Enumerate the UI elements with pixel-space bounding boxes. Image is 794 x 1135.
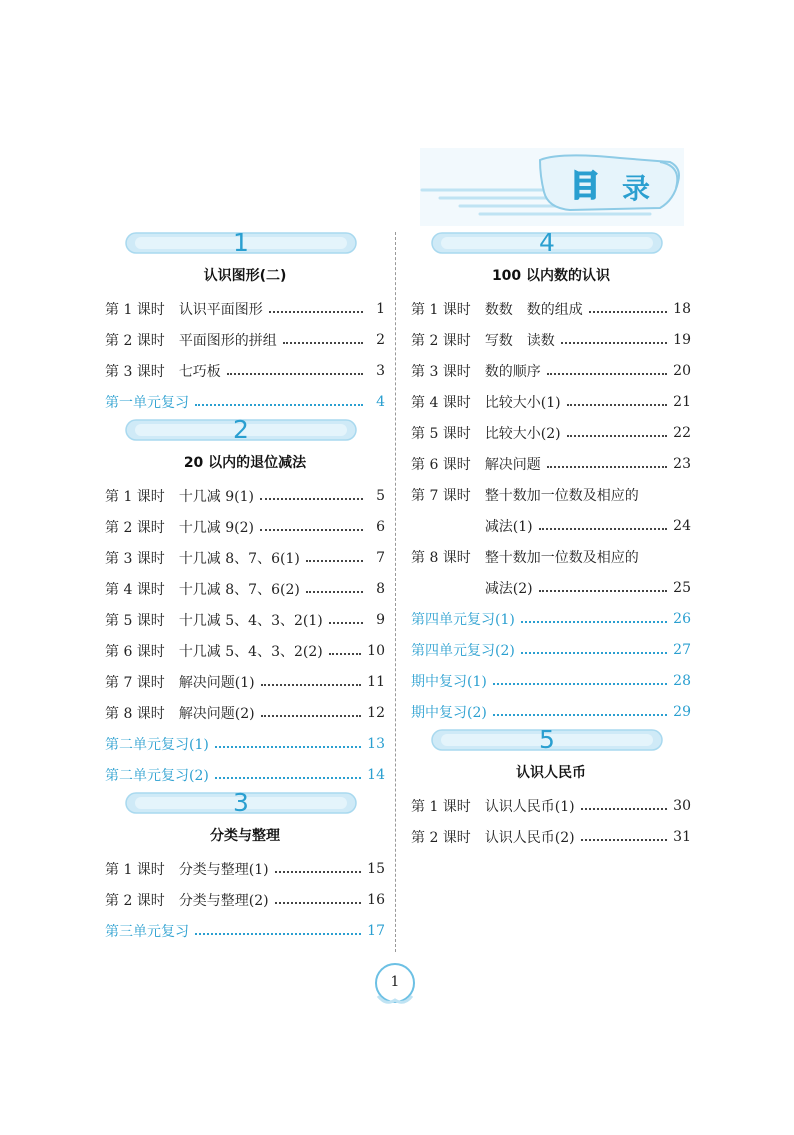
lesson-entry[interactable]	[411, 572, 691, 603]
lesson-entry[interactable]	[411, 510, 691, 541]
page-ref: 10	[367, 642, 385, 659]
lesson-label: 第 6 课时	[105, 643, 165, 660]
lesson-label: 第 7 课时	[411, 487, 471, 504]
page-ref: 24	[673, 517, 691, 534]
page-ref: 2	[376, 331, 385, 348]
toc-right-column	[411, 230, 691, 852]
topic-title: 第一单元复习	[105, 394, 189, 411]
topic-title: 减法(2)	[484, 580, 533, 597]
lesson-entry[interactable]	[105, 480, 385, 511]
unit-section	[411, 727, 691, 852]
page-ref: 1	[376, 300, 385, 317]
dot-leader	[269, 311, 363, 313]
scroll-banner-graphic	[420, 148, 684, 226]
topic-title: 减法(1)	[484, 518, 533, 535]
lesson-label: 第 7 课时	[105, 674, 165, 691]
dot-leader	[283, 342, 363, 344]
lesson-label: 第 5 课时	[411, 425, 471, 442]
page-ref: 5	[376, 487, 385, 504]
dot-leader	[547, 373, 667, 375]
topic-title: 认识人民币(2)	[484, 829, 575, 846]
topic-title: 十几减 5、4、3、2(2)	[178, 643, 323, 660]
toc-title-banner	[420, 148, 684, 226]
lesson-entry[interactable]	[105, 542, 385, 573]
page-ref: 3	[376, 362, 385, 379]
lesson-entry[interactable]	[105, 355, 385, 386]
toc-left-column	[105, 230, 385, 946]
page-ref: 27	[673, 641, 691, 658]
lesson-entry[interactable]	[411, 821, 691, 852]
title-char-lu: 录	[622, 172, 651, 205]
unit-section	[411, 230, 691, 727]
unit-section	[105, 230, 385, 417]
lesson-label: 第 1 课时	[411, 301, 471, 318]
review-entry[interactable]	[105, 728, 385, 759]
unit-title: 认识图形(二)	[203, 268, 287, 284]
topic-title: 期中复习(1)	[411, 673, 487, 690]
review-entry[interactable]	[105, 386, 385, 417]
topic-title: 十几减 9(2)	[178, 519, 255, 536]
unit-title: 认识人民币	[516, 765, 586, 781]
lesson-label: 第 3 课时	[105, 550, 165, 567]
page-ref: 11	[367, 673, 385, 690]
lesson-entry[interactable]	[411, 417, 691, 448]
topic-title: 第二单元复习(2)	[105, 767, 209, 784]
topic-title: 认识平面图形	[178, 301, 263, 318]
lesson-label: 第 3 课时	[105, 363, 165, 380]
lesson-entry[interactable]	[411, 386, 691, 417]
title-char-mu: 目	[570, 169, 600, 204]
lesson-label: 第 2 课时	[411, 829, 471, 846]
lesson-label: 第 1 课时	[105, 861, 165, 878]
page-ref: 4	[376, 393, 385, 410]
dot-leader	[260, 529, 363, 531]
dot-leader	[521, 621, 667, 623]
page-ref: 16	[367, 891, 385, 908]
column-divider	[395, 232, 396, 952]
unit-section	[105, 417, 385, 790]
review-entry[interactable]	[411, 696, 691, 727]
unit-number-banner	[431, 727, 663, 753]
lesson-entry[interactable]	[105, 666, 385, 697]
page-ref: 30	[673, 797, 691, 814]
lesson-label: 第 5 课时	[105, 612, 165, 629]
lesson-entry[interactable]	[105, 604, 385, 635]
page-ref: 28	[673, 672, 691, 689]
page-ref: 6	[376, 518, 385, 535]
dot-leader	[261, 684, 362, 686]
dot-leader	[275, 871, 362, 873]
topic-title: 十几减 8、7、6(2)	[178, 581, 300, 598]
page-number-badge	[372, 962, 418, 1008]
unit-number: 3	[233, 788, 249, 817]
lesson-label: 第 1 课时	[105, 488, 165, 505]
lesson-label: 第 4 课时	[411, 394, 471, 411]
lesson-label: 第 2 课时	[105, 892, 165, 909]
topic-title: 数的顺序	[484, 363, 541, 380]
page-ref: 14	[367, 766, 385, 783]
unit-number: 5	[539, 725, 555, 754]
topic-title: 解决问题(1)	[178, 674, 255, 691]
dot-leader	[493, 683, 667, 685]
review-entry[interactable]	[105, 915, 385, 946]
dot-leader	[581, 839, 668, 841]
dot-leader	[521, 652, 667, 654]
dot-leader	[567, 435, 668, 437]
dot-leader	[306, 591, 363, 593]
dot-leader	[329, 622, 363, 624]
lesson-label: 第 1 课时	[411, 798, 471, 815]
page-ref: 22	[673, 424, 691, 441]
topic-title: 分类与整理(1)	[178, 861, 269, 878]
dot-leader	[561, 342, 667, 344]
lesson-entry[interactable]	[105, 853, 385, 884]
dot-leader	[215, 746, 361, 748]
review-entry[interactable]	[105, 759, 385, 790]
page-ref: 17	[367, 922, 385, 939]
lesson-entry[interactable]	[105, 293, 385, 324]
unit-title: 分类与整理	[210, 828, 280, 844]
dot-leader	[260, 498, 363, 500]
unit-number: 1	[233, 228, 249, 257]
lesson-entry[interactable]	[411, 541, 691, 572]
topic-title: 比较大小(1)	[484, 394, 561, 411]
lesson-label: 第 4 课时	[105, 581, 165, 598]
lesson-label: 第 8 课时	[411, 549, 471, 566]
topic-title: 整十数加一位数及相应的	[484, 487, 639, 504]
lesson-entry[interactable]	[411, 293, 691, 324]
dot-leader	[539, 590, 668, 592]
topic-title: 整十数加一位数及相应的	[484, 549, 639, 566]
topic-title: 解决问题	[484, 456, 541, 473]
topic-title: 分类与整理(2)	[178, 892, 269, 909]
dot-leader	[329, 653, 361, 655]
page-ref: 8	[376, 580, 385, 597]
lesson-label: 第 3 课时	[411, 363, 471, 380]
lesson-label: 第 6 课时	[411, 456, 471, 473]
page-ref: 31	[673, 828, 691, 845]
lesson-label: 第 1 课时	[105, 301, 165, 318]
dot-leader	[275, 902, 362, 904]
page-ref: 21	[673, 393, 691, 410]
lesson-entry[interactable]	[105, 324, 385, 355]
dot-leader	[567, 404, 668, 406]
lesson-label: 第 2 课时	[411, 332, 471, 349]
dot-leader	[195, 404, 363, 406]
page-ref: 26	[673, 610, 691, 627]
topic-title: 第四单元复习(1)	[411, 611, 515, 628]
dot-leader	[261, 715, 362, 717]
unit-section	[105, 790, 385, 946]
unit-title: 20 以内的退位减法	[183, 455, 307, 471]
topic-title: 第二单元复习(1)	[105, 736, 209, 753]
unit-number: 4	[539, 228, 555, 257]
topic-title: 十几减 8、7、6(1)	[178, 550, 300, 567]
topic-title: 数数 数的组成	[484, 301, 583, 318]
lesson-entry[interactable]	[105, 635, 385, 666]
page-ref: 29	[673, 703, 691, 720]
page-ref: 15	[367, 860, 385, 877]
topic-title: 十几减 9(1)	[178, 488, 255, 505]
lesson-entry[interactable]	[411, 355, 691, 386]
topic-title: 比较大小(2)	[484, 425, 561, 442]
lesson-entry[interactable]	[411, 324, 691, 355]
review-entry[interactable]	[411, 665, 691, 696]
topic-title: 写数 读数	[484, 332, 555, 349]
lesson-entry[interactable]	[105, 884, 385, 915]
unit-title: 100 以内数的认识	[491, 268, 611, 284]
lesson-label: 第 2 课时	[105, 519, 165, 536]
review-entry[interactable]	[411, 603, 691, 634]
topic-title: 解决问题(2)	[178, 705, 255, 722]
topic-title: 七巧板	[178, 363, 221, 380]
topic-title: 期中复习(2)	[411, 704, 487, 721]
lesson-label: 第 2 课时	[105, 332, 165, 349]
page-ref: 20	[673, 362, 691, 379]
topic-title: 平面图形的拼组	[178, 332, 277, 349]
dot-leader	[227, 373, 363, 375]
dot-leader	[306, 560, 363, 562]
unit-number-banner	[125, 417, 357, 443]
lesson-entry[interactable]	[411, 790, 691, 821]
page-ref: 7	[376, 549, 385, 566]
lesson-entry[interactable]	[411, 479, 691, 510]
dot-leader	[493, 714, 667, 716]
topic-title: 第三单元复习	[105, 923, 189, 940]
unit-number-banner	[125, 230, 357, 256]
page-ref: 9	[376, 611, 385, 628]
lesson-label: 第 8 课时	[105, 705, 165, 722]
unit-number-banner	[431, 230, 663, 256]
topic-title: 认识人民币(1)	[484, 798, 575, 815]
lesson-entry[interactable]	[105, 573, 385, 604]
dot-leader	[195, 933, 361, 935]
dot-leader	[547, 466, 667, 468]
unit-number-banner	[125, 790, 357, 816]
dot-leader	[589, 311, 667, 313]
dot-leader	[539, 528, 668, 530]
review-entry[interactable]	[411, 634, 691, 665]
topic-title: 第四单元复习(2)	[411, 642, 515, 659]
lesson-entry[interactable]	[105, 697, 385, 728]
page-ref: 13	[367, 735, 385, 752]
page-ref: 25	[673, 579, 691, 596]
dot-leader	[581, 808, 668, 810]
page-ref: 23	[673, 455, 691, 472]
unit-number: 2	[233, 415, 249, 444]
page-ref: 19	[673, 331, 691, 348]
lesson-entry[interactable]	[411, 448, 691, 479]
page-ref: 12	[367, 704, 385, 721]
topic-title: 十几减 5、4、3、2(1)	[178, 612, 323, 629]
lesson-entry[interactable]	[105, 511, 385, 542]
page-number: 1	[390, 974, 400, 990]
page-ref: 18	[673, 300, 691, 317]
dot-leader	[215, 777, 361, 779]
